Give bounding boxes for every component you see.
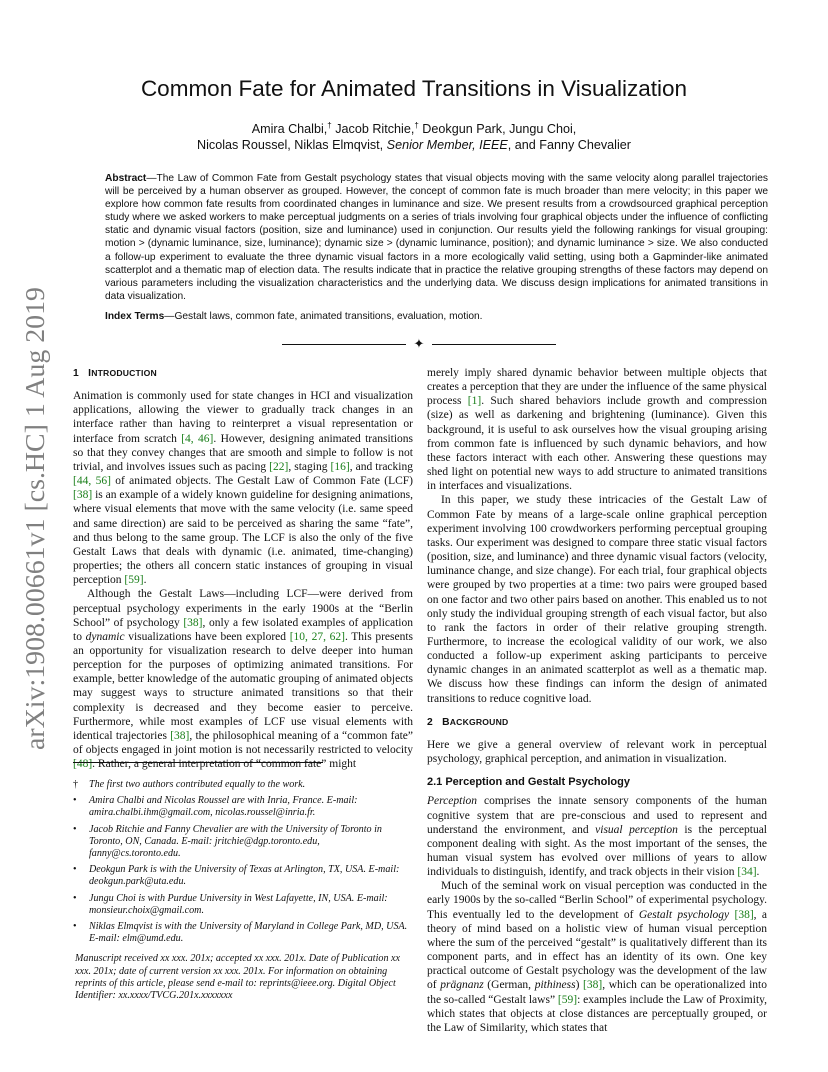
footnote-item xyxy=(73,921,413,945)
footnote-item xyxy=(73,864,413,888)
footnote-item xyxy=(73,824,413,861)
body-text: , the philosophical meaning of a “common fate” of objects engaged in joint motion is not necessarily restricted to velocity xyxy=(73,729,413,757)
emphasis-text: Gestalt psychology xyxy=(638,908,730,921)
manuscript-note: Manuscript received xx xxx. 201x; accepted xx xxx. 201x. Date of Publication xx xxx. 201x; date of current version xx xxx. 201x. For information on obtaining reprints of this article, please send e-mail to: reprints@ieee.org. Digital Object Identifier: xx.xxxx/TVCG.201x.xxxxxxx xyxy=(75,953,400,1002)
footnotes xyxy=(73,779,413,1002)
body-text: . Rather, a general interpretation of “common fate” might xyxy=(92,758,357,771)
author-names-pre: Nicolas Roussel, Niklas Elmqvist, xyxy=(197,138,387,152)
section-initial: I xyxy=(88,368,92,379)
footnote-marker: † xyxy=(73,779,79,790)
index-terms xyxy=(105,310,768,323)
body-text: Although the Gestalt Laws—including LCF—were derived from perceptual psychology experiments in the early 1900s at the “Berlin School” of psychology xyxy=(73,588,413,629)
citation-link[interactable]: [22] xyxy=(269,460,289,473)
left-column xyxy=(73,366,413,771)
intro-paragraph-4 xyxy=(427,493,767,705)
index-terms-label: Index Terms xyxy=(105,310,165,322)
abstract-separator xyxy=(274,338,564,350)
right-column xyxy=(427,366,767,1035)
arxiv-stamp xyxy=(14,285,54,750)
emphasis-text: Perception xyxy=(427,795,478,808)
citation-link[interactable]: [38] xyxy=(170,729,190,742)
author-line-2 xyxy=(0,138,828,152)
separator-rule-left xyxy=(282,344,406,345)
footnote-marker: • xyxy=(73,892,77,904)
emphasis-text: visual perception xyxy=(595,823,678,836)
body-text: . xyxy=(143,574,147,587)
separator-diamond-icon: ✦ xyxy=(413,336,425,351)
subsection-heading-perception: 2.1 Perception and Gestalt Psychology xyxy=(427,776,630,789)
footnote-item xyxy=(73,893,413,917)
body-text: (German, xyxy=(483,979,535,992)
citation-link[interactable]: [38] xyxy=(73,489,93,502)
footnote-marker: • xyxy=(73,795,77,807)
footnote-marker: • xyxy=(73,823,77,835)
section-number: 1 xyxy=(73,368,79,379)
citation-link[interactable]: [10, xyxy=(289,630,308,643)
arxiv-id: arXiv:1908.00661v1 [cs.HC] 1 Aug 2019 xyxy=(20,301,50,750)
perception-paragraph-2 xyxy=(427,879,767,1035)
background-paragraph-1 xyxy=(427,738,767,766)
body-text: , only a few isolated examples of application to xyxy=(73,616,413,643)
separator-rule-right xyxy=(432,344,556,345)
author-name: Deokgun Park, Jungu Choi, xyxy=(418,122,577,137)
body-text: , staging xyxy=(288,460,331,473)
body-text: visualizations have been explored xyxy=(124,630,290,643)
author-affiliation-note: Senior Member, IEEE xyxy=(386,138,508,152)
author-footnote-mark: † xyxy=(327,121,332,130)
section-heading-background xyxy=(427,715,767,730)
body-text: Here we give a general overview of relevant work in perceptual psychology, graphical perception, and animation in visualization. xyxy=(427,738,767,766)
body-text: is the perceptual component dealing with sight. As the most important of the senses, the human visual system has evolved over millions of years to allow individuals to distinguish, identify, and track objects in their vision xyxy=(427,823,767,879)
citation-link[interactable]: 56] xyxy=(95,475,111,488)
citation-link[interactable]: 62] xyxy=(329,630,345,643)
footnote-marker: • xyxy=(73,864,77,876)
section-number: 2 xyxy=(427,716,433,728)
body-text: : examples include the Law of Proximity, which states that objects at close distances are perceptually grouped, or the Law of Similarity, which states that xyxy=(427,993,768,1034)
body-text: is an example of a widely known guideline for designing animations, where visual elements that move with the same velocity (i.e. same speed and same direction) are said to be perceived as sharing the same “fate”, and thus belong to the same group. The LCF is also the only of the five Gestalt Laws that deals with dynamic (i.e. animated, time-changing) properties; the others all concern static instances of grouping in visual perception xyxy=(73,489,413,587)
body-text: , and tracking xyxy=(349,460,413,473)
footnote-text: Niklas Elmqvist is with the University of Maryland in College Park, MD, USA. E-mail: elm@umd.edu. xyxy=(89,921,408,945)
section-heading-introduction xyxy=(73,366,413,381)
section-rest: ACKGROUND xyxy=(449,716,509,727)
author-names-post: , and Fanny Chevalier xyxy=(507,138,631,152)
section-initial: B xyxy=(442,716,450,728)
body-text: of animated objects. The Gestalt Law of Common Fate (LCF) xyxy=(110,475,414,488)
citation-link[interactable]: [4, xyxy=(181,432,194,445)
perception-paragraph-1 xyxy=(427,794,767,879)
intro-paragraph-1 xyxy=(73,389,413,587)
citation-link[interactable]: [59] xyxy=(124,574,144,587)
citation-link[interactable]: [1] xyxy=(467,395,482,408)
citation-link[interactable]: [38] xyxy=(583,979,603,992)
footnote-item xyxy=(73,795,413,819)
footnote-marker: • xyxy=(73,921,77,933)
body-text: In this paper, we study these intricacies of the Gestalt Law of Common Fate by means of a large-scale online graphical perception experiment involving 100 crowdworkers performing perceptual grouping tasks. Our experiment was designed to compare three static visual factors (position, size, and luminance) and three dynamic visual factors (velocity, luminance change, and size change). For each trial, four graphical objects were grouped by two properties at a time: two pairs were grouped based on one factor and two other pairs based on another. This enabled us to not only study the individual grouping strength of each visual factor, but also to rank the factors in order of their relative grouping strength. Furthermore, to increase the ecological validity of our work, we also conducted a follow-up experiment asking participants to perceive dynamic changes in an animated scatterplot as well as a thematic map. We discuss how these findings can inform the design of animated transitions to reduce cognitive load. xyxy=(427,494,767,705)
body-text: . However, designing animated transitions so that they convey changes that are smooth and simple to follow is not trivial, and involves issues such as pacing xyxy=(73,432,414,473)
citation-link[interactable]: 46] xyxy=(198,432,214,445)
body-text: , which can be operationalized into the so-called “Gestalt laws” xyxy=(427,979,767,1006)
intro-paragraph-3 xyxy=(427,366,767,493)
citation-link[interactable]: [38] xyxy=(183,616,203,629)
footnote-text: Jungu Choi is with Purdue University in West Lafayette, IN, USA. E-mail: monsieur.choix@gmail.com. xyxy=(89,892,388,916)
footnote-text: Deokgun Park is with the University of Texas at Arlington, TX, USA. E-mail: deokgun.park@uta.edu. xyxy=(89,864,400,888)
body-text: merely imply shared dynamic behavior between multiple objects that creates a perception that they are under the influence of the same physical process xyxy=(427,367,767,408)
author-footnote-mark: † xyxy=(414,121,419,130)
body-text: Animation is commonly used for state changes in HCI and visualization applications, allowing the viewer to gradually track changes in an interface rather than having to reinterpret a visual representation or interface from scratch xyxy=(73,390,413,445)
body-text: ) xyxy=(575,979,584,992)
body-text: comprises the innate sensory components of the human cognitive system that are pre-conscious and used to represent and understand the environment, and xyxy=(427,795,767,836)
author-name: Jacob Ritchie, xyxy=(331,122,415,137)
citation-link[interactable]: [44, xyxy=(73,475,92,488)
emphasis-text: prägnanz xyxy=(440,979,484,992)
abstract-label: Abstract xyxy=(105,173,147,184)
body-text: . This presents an opportunity for visualization research to delve deeper into human perception for the purposes of optimizing animated transitions. For example, better knowledge of the automatic grouping of animated objects may suggest ways to structure animated transitions so that their complexity is decreased and they become easier to perceive. Furthermore, while most examples of LCF use visual elements with identical trajectories xyxy=(73,630,414,742)
footnote-text: Jacob Ritchie and Fanny Chevalier are with the University of Toronto in Toronto, ON, Canada. E-mail: jritchie@dgp.toronto.edu, fanny@cs.toronto.edu. xyxy=(89,823,382,860)
body-text: , a theory of mind based on a holistic view of human visual perception where the sum of the perceived “gestalt” is qualitatively different than its component parts, and in effect has an identity of its own. One key practical outcome of Gestalt psychology was the development of the law of xyxy=(427,908,768,992)
citation-link[interactable]: [48] xyxy=(73,758,93,771)
body-text: . xyxy=(756,866,760,879)
body-text: Much of the seminal work on visual perception was conducted in the early 1900s by the so-called “Berlin School” of experimental psychology. This eventually led to the development of xyxy=(427,880,767,921)
intro-paragraph-2 xyxy=(73,587,413,771)
paper-title: Common Fate for Animated Transitions in Visualization xyxy=(140,76,688,101)
footnote-text: The first two authors contributed equally to the work. xyxy=(89,779,306,790)
footnote-list xyxy=(73,779,413,945)
body-text: . Such shared behaviors include growth and compression (size) as well as darkening and brightening (luminance). Given this background, it is useful to ask ourselves how the visual grouping arising from common fate is influenced by such dynamic behaviors, and how these factors interact with each other. Answering these questions may shed light on potential new ways to add structure to animated transitions in interfaces and visualizations. xyxy=(427,395,767,493)
abstract xyxy=(105,172,768,323)
footnote-text: Amira Chalbi and Nicolas Roussel are with Inria, France. E-mail: amira.chalbi.ihm@gmail.com, nicolas.roussel@inria.fr. xyxy=(89,795,358,819)
author-name: Amira Chalbi, xyxy=(251,122,328,137)
section-rest: NTRODUCTION xyxy=(91,368,157,378)
citation-link[interactable]: [59] xyxy=(557,993,578,1006)
footnote-rule xyxy=(73,762,323,763)
citation-link[interactable]: 27, xyxy=(311,630,326,643)
citation-link[interactable]: [16] xyxy=(330,460,350,473)
citation-link[interactable]: [38] xyxy=(734,908,754,921)
footnote-item xyxy=(73,779,413,791)
abstract-text: —The Law of Common Fate from Gestalt psychology states that visual objects moving with the same velocity along parallel trajectories will be perceived by a human observer as grouped. However, the concept of common fate is much broader than mere velocity; in this paper we explore how common fate results from coordinated changes in luminance and size. We present results from a crowdsourced graphical perception study where we asked workers to make perceptual judgments on a series of trials involving four graphical objects under the influence of conflicting static and dynamic visual factors (position, size and luminance) used in conjunction. Our results yield the following rankings for visual grouping: motion > (dynamic luminance, size, luminance); dynamic size > (dynamic luminance, position); and dynamic luminance > size. We also conducted a follow-up experiment to evaluate the three dynamic visual factors in a more ecologically valid setting, using both a Gapminder-like animated scatterplot and a thematic map of election data. The results indicate that in practice the relative grouping strengths of these factors may depend on various parameters including the visualization characteristics and the underlying data. We discuss design implications for animated transitions in data visualization. xyxy=(105,173,768,302)
author-line-1 xyxy=(0,121,828,136)
emphasis-text: dynamic xyxy=(85,630,125,643)
emphasis-text: pithiness xyxy=(534,979,576,992)
citation-link[interactable]: [34] xyxy=(737,866,757,879)
index-terms-text: —Gestalt laws, common fate, animated transitions, evaluation, motion. xyxy=(164,310,483,322)
